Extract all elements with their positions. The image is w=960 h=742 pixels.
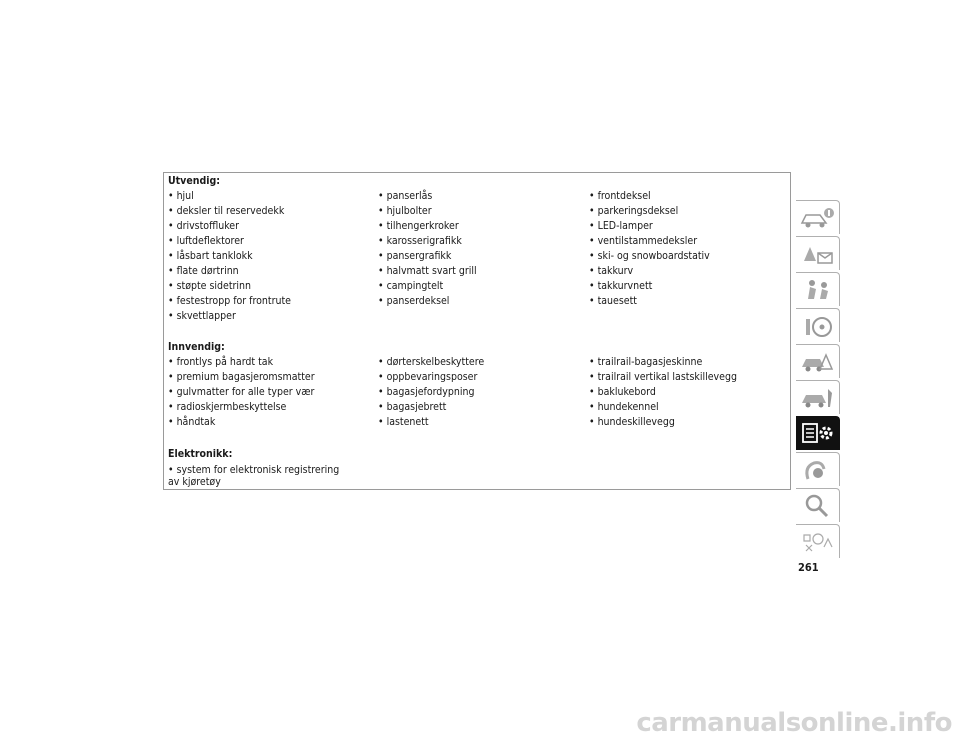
list-item: • pansergrafikk — [378, 250, 452, 262]
list-item: • trailrail-bagasjeskinne — [589, 356, 703, 368]
list-item-continuation: av kjøretøy — [168, 476, 221, 488]
list-item: • tauesett — [589, 295, 638, 307]
list-item: • låsbart tanklokk — [168, 250, 253, 262]
tab-specifications[interactable] — [796, 416, 840, 450]
list-item: • LED-lamper — [589, 220, 653, 232]
steering-start-icon — [800, 313, 836, 339]
list-item: • dørterskelbeskyttere — [378, 356, 485, 368]
list-item: • luftdeflektorer — [168, 235, 244, 247]
index-search-icon — [800, 493, 836, 519]
tab-car-info[interactable] — [796, 200, 840, 234]
list-item: • trailrail vertikal lastskillevegg — [589, 371, 737, 383]
emergency-icon — [800, 349, 836, 375]
warning-lights-icon — [800, 241, 836, 267]
list-item: • panserdeksel — [378, 295, 450, 307]
list-item: • ski- og snowboardstativ — [589, 250, 710, 262]
list-item: • frontdeksel — [589, 190, 651, 202]
list-item: • parkeringsdeksel — [589, 205, 679, 217]
list-item: • drivstoffluker — [168, 220, 239, 232]
list-item: • radioskjermbeskyttelse — [168, 401, 287, 413]
list-item: • lastenett — [378, 416, 429, 428]
section-heading-electronics: Elektronikk: — [168, 448, 233, 460]
list-item: • bagasjebrett — [378, 401, 447, 413]
seat-safety-icon — [800, 277, 836, 303]
list-item: • støpte sidetrinn — [168, 280, 252, 292]
list-item: • takkurv — [589, 265, 634, 277]
specifications-icon — [800, 421, 836, 447]
list-item: • ventilstammedeksler — [589, 235, 698, 247]
list-item: • skvettlapper — [168, 310, 236, 322]
list-item: • gulvmatter for alle typer vær — [168, 386, 315, 398]
section-heading-interior: Innvendig: — [168, 341, 225, 353]
list-item: • frontlys på hardt tak — [168, 356, 274, 368]
list-item: • halvmatt svart grill — [378, 265, 477, 277]
list-item: • baklukebord — [589, 386, 656, 398]
section-heading-exterior: Utvendig: — [168, 175, 221, 187]
list-item: • takkurvnett — [589, 280, 653, 292]
list-item: • deksler til reservedekk — [168, 205, 285, 217]
list-item: • hundeskillevegg — [589, 416, 675, 428]
list-item: • håndtak — [168, 416, 216, 428]
list-item: • campingtelt — [378, 280, 444, 292]
tab-warning-lights[interactable] — [796, 236, 840, 270]
list-item: • oppbevaringsposer — [378, 371, 478, 383]
tab-steering-start[interactable] — [796, 308, 840, 342]
watermark: carmanualsonline.info — [636, 708, 952, 738]
list-item: • flate dørtrinn — [168, 265, 239, 277]
list-item: • premium bagasjeromsmatter — [168, 371, 315, 383]
languages-icon — [800, 529, 836, 555]
list-item: • hjulbolter — [378, 205, 432, 217]
page-number: 261 — [798, 561, 819, 574]
service-maintenance-icon — [800, 385, 836, 411]
list-item: • tilhengerkroker — [378, 220, 459, 232]
car-info-icon — [800, 205, 836, 231]
tab-index[interactable] — [796, 488, 840, 522]
list-item: • bagasjefordypning — [378, 386, 475, 398]
tab-languages[interactable] — [796, 524, 840, 558]
tab-multimedia[interactable] — [796, 452, 840, 486]
tab-seat-safety[interactable] — [796, 272, 840, 306]
multimedia-icon — [800, 457, 836, 483]
accessories-table — [163, 172, 791, 490]
list-item: • hjul — [168, 190, 194, 202]
list-item: • system for elektronisk registrering — [168, 464, 340, 476]
list-item: • karosserigrafikk — [378, 235, 462, 247]
tab-emergency[interactable] — [796, 344, 840, 378]
list-item: • panserlås — [378, 190, 433, 202]
list-item: • festestropp for frontrute — [168, 295, 292, 307]
list-item: • hundekennel — [589, 401, 659, 413]
tab-service-maintenance[interactable] — [796, 380, 840, 414]
